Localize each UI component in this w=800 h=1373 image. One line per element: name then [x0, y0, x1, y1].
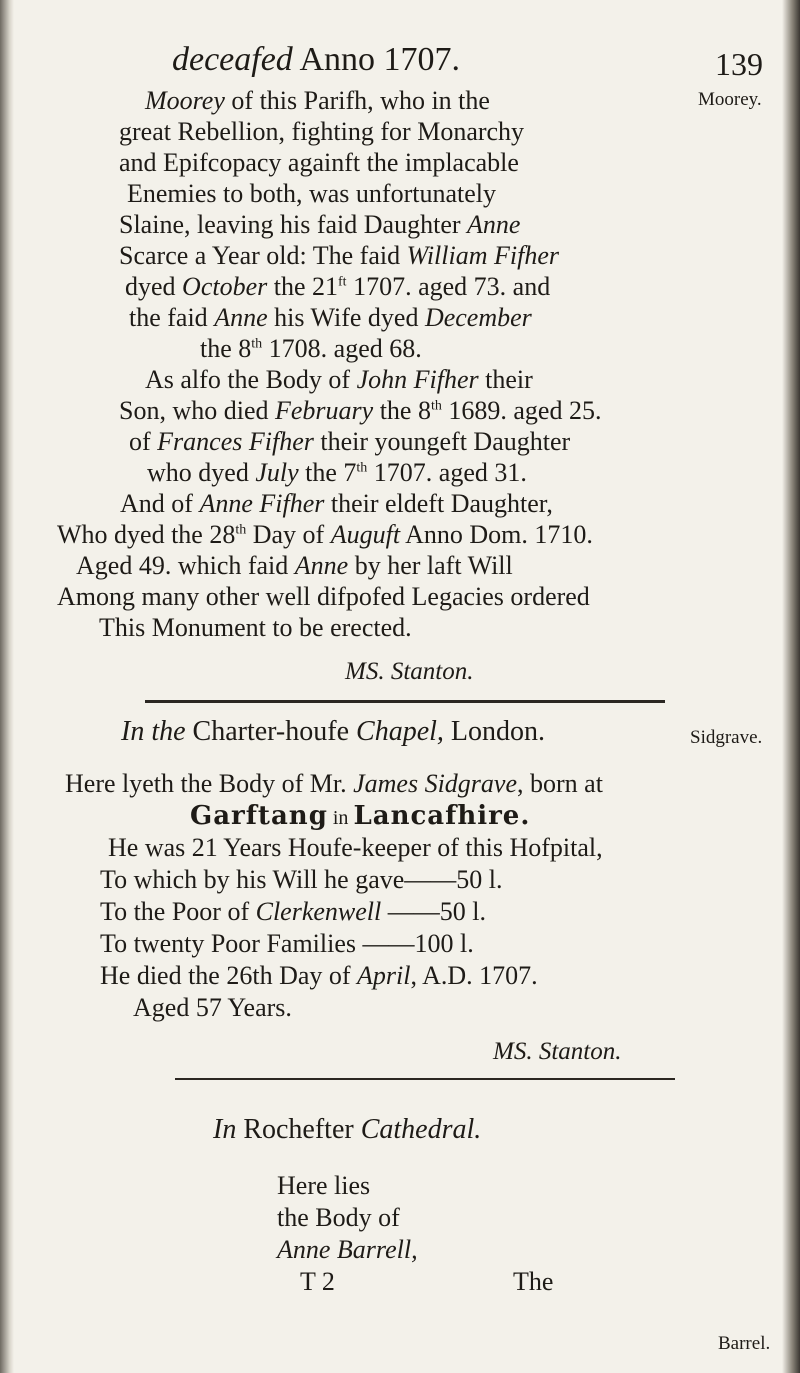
page-edge-right: [782, 0, 800, 1373]
text-line: Enemies to both, was unfortunately: [127, 179, 496, 208]
text-line: And of Anne Fifher their eldeft Daughter,: [120, 489, 553, 518]
text-line: This Monument to be erected.: [99, 613, 412, 642]
text-line: Aged 49. which faid Anne by her laft Will: [76, 551, 513, 580]
text-line: Garftang in Lancafhire.: [190, 801, 531, 831]
text-line: Here lyeth the Body of Mr. James Sidgrave, born at: [65, 769, 603, 798]
margin-note-moorey: Moorey.: [698, 89, 762, 110]
text-line: dyed October the $21^{ft}$ 1707. aged 73. and: [125, 272, 551, 301]
text-line: To twenty Poor Families ——100 l.: [100, 929, 474, 958]
text-line: the Body of: [277, 1203, 400, 1232]
text-line: He died the 26th Day of April, A.D. 1707.: [100, 961, 538, 990]
text-line: great Rebellion, fighting for Monarchy: [119, 117, 525, 146]
margin-note-sidgrave: Sidgrave.: [690, 727, 763, 748]
text-line: He was 21 Years Houfe-keeper of this Hofpital,: [108, 833, 603, 862]
text-line: Who dyed the 28th Day of Auguft Anno Dom. 1710.: [57, 520, 593, 549]
text-line: To the Poor of Clerkenwell ——50 l.: [100, 897, 486, 926]
page-edge-left: [0, 0, 14, 1373]
running-anno: Anno 1707.: [299, 41, 460, 78]
section-heading: In Rochefter Cathedral.: [213, 1114, 482, 1145]
text-line: Son, who died February the 8th 1689. aged 25.: [119, 396, 602, 425]
text-line: To which by his Will he gave——50 l.: [100, 865, 503, 894]
text-line: Anne Barrell,: [277, 1235, 418, 1264]
text-line: As alfo the Body of John Fifher their: [145, 365, 533, 394]
signature-mark: T 2: [300, 1267, 335, 1296]
section-heading: In the Charter-houfe Chapel, London.: [121, 716, 546, 747]
section-divider: [175, 1078, 675, 1080]
text-line: who dyed July the 7th 1707. aged 31.: [147, 458, 527, 487]
source-citation: MS. Stanton.: [493, 1038, 622, 1065]
margin-note-barrel: Barrel.: [718, 1333, 771, 1354]
text-line: the 8th 1708. aged 68.: [200, 334, 422, 363]
catchword: The: [513, 1267, 554, 1296]
text-line: Slaine, leaving his faid Daughter Anne: [119, 210, 521, 239]
text-line: Moorey of this Parifh, who in the: [145, 86, 490, 115]
running-title: deceafed: [172, 41, 293, 78]
page-number: 139: [715, 46, 763, 82]
text-line: the faid Anne his Wife dyed December: [129, 303, 532, 332]
text-line: Among many other well difpofed Legacies ordered: [57, 582, 590, 611]
running-header: [172, 40, 460, 80]
text-line: Scarce a Year old: The faid William Fifher: [119, 241, 559, 270]
text-line: Aged 57 Years.: [133, 993, 292, 1022]
text-line: of Frances Fifher their youngeft Daughter: [129, 427, 571, 456]
source-citation: MS. Stanton.: [345, 658, 474, 685]
text-line: Here lies: [277, 1171, 371, 1200]
section-divider: [145, 700, 665, 703]
text-line: and Epifcopacy againft the implacable: [119, 148, 519, 177]
